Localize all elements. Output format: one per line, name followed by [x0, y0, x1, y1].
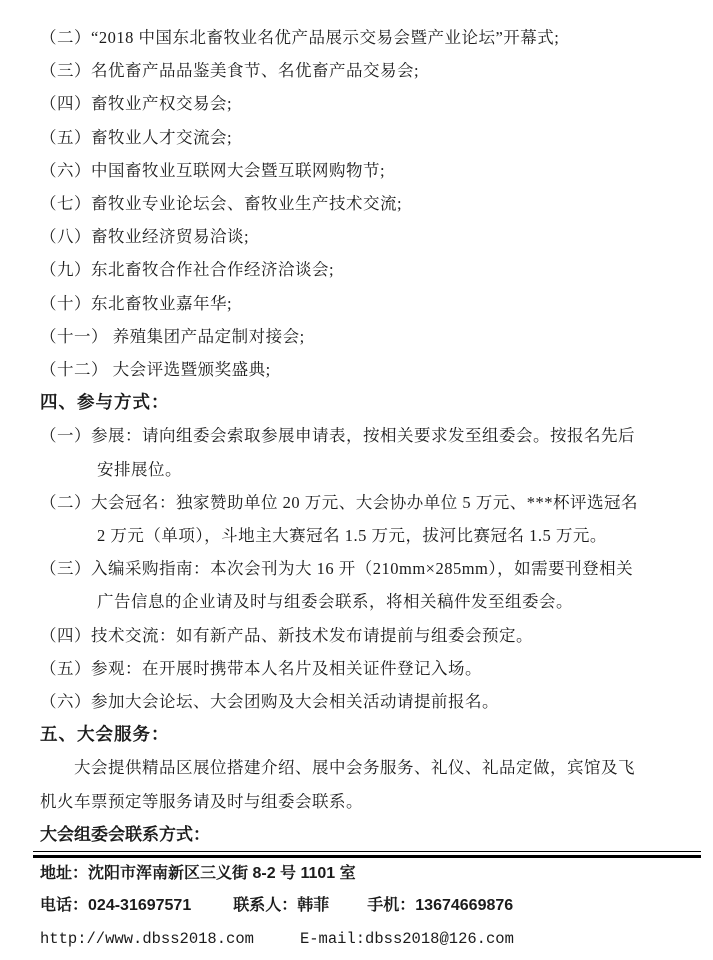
contact-person-value: 韩菲	[297, 897, 330, 915]
agenda-item-text: 名优畜产品品鉴美食节、名优畜产品交易会;	[91, 61, 420, 81]
mobile-label: 手机：	[367, 897, 416, 915]
participation-item-text: 大会冠名：独家赞助单位 20 万元、大会协办单位 5 万元、***杯评选冠名	[91, 492, 638, 512]
agenda-item	[40, 154, 676, 187]
participation-item-label: （五）	[40, 658, 91, 678]
agenda-item-label: （十）	[40, 293, 91, 313]
agenda-item	[40, 121, 676, 154]
participation-item	[40, 619, 676, 652]
participation-item-continuation: 广告信息的企业请及时与组委会联系，将相关稿件发至组委会。	[97, 592, 573, 612]
agenda-item-label: （五）	[40, 127, 91, 147]
agenda-item-text: 东北畜牧业嘉年华;	[91, 293, 233, 313]
divider-thin-line	[33, 851, 701, 852]
agenda-item	[40, 220, 676, 253]
participation-item-label: （二）	[40, 492, 91, 512]
agenda-item-label: （九）	[40, 260, 91, 280]
contact-phone-line	[40, 890, 676, 923]
agenda-item-label: （二）	[40, 28, 91, 47]
agenda-item-text: 畜牧业产权交易会;	[91, 94, 233, 114]
contact-person-label: 联系人：	[233, 897, 298, 915]
agenda-item-label: （十一）	[40, 326, 108, 346]
participation-item	[40, 552, 676, 585]
agenda-item	[40, 21, 676, 54]
participation-item	[40, 652, 676, 685]
contact-heading: 大会组委会联系方式：	[40, 824, 210, 844]
phone-value: 024-31697571	[88, 897, 192, 915]
contact-address-line	[40, 858, 676, 891]
participation-item	[40, 419, 676, 452]
section-heading-participation: 四、参与方式：	[40, 392, 170, 413]
services-paragraph-line: 大会提供精品区展位搭建介绍、展中会务服务、礼仪、礼品定做，宾馆及飞	[74, 758, 635, 778]
services-paragraph-line: 机火车票预定等服务请及时与组委会联系。	[40, 791, 363, 811]
agenda-item-label: （七）	[40, 194, 91, 214]
participation-item	[40, 486, 676, 519]
agenda-item-text: 畜牧业人才交流会;	[91, 127, 233, 147]
agenda-item	[40, 187, 676, 220]
agenda-item	[40, 87, 676, 120]
participation-item-continuation: 安排展位。	[97, 459, 182, 479]
agenda-item-label: （四）	[40, 94, 91, 114]
section-heading-services: 五、大会服务：	[40, 724, 170, 745]
website-url: http://www.dbss2018.com	[40, 929, 254, 948]
agenda-item-text: “2018 中国东北畜牧业名优产品展示交易会暨产业论坛”开幕式;	[91, 28, 560, 47]
participation-item-continuation: 2 万元（单项），斗地主大赛冠名 1.5 万元，拔河比赛冠名 1.5 万元。	[97, 526, 607, 546]
agenda-item	[40, 320, 676, 353]
address-label: 地址：	[40, 864, 89, 882]
agenda-item-text: 东北畜牧合作社合作经济洽谈会;	[91, 260, 335, 280]
agenda-item-text: 畜牧业专业论坛会、畜牧业生产技术交流;	[91, 194, 403, 214]
mobile-value: 13674669876	[415, 897, 514, 915]
participation-item	[40, 685, 676, 718]
participation-item-label: （四）	[40, 625, 91, 645]
agenda-item-text: 中国畜牧业互联网大会暨互联网购物节;	[91, 160, 386, 180]
contact-web-line	[40, 923, 676, 956]
agenda-item	[40, 253, 676, 286]
agenda-item-text: 大会评选暨颁奖盛典;	[108, 360, 271, 380]
participation-item-label: （一）	[40, 426, 91, 446]
agenda-item	[40, 353, 676, 386]
participation-item-text: 参展：请向组委会索取参展申请表，按相关要求发至组委会。按报名先后	[91, 426, 635, 446]
participation-item-text: 参观：在开展时携带本人名片及相关证件登记入场。	[91, 658, 482, 678]
participation-item-label: （六）	[40, 692, 91, 712]
agenda-item-label: （三）	[40, 61, 91, 81]
agenda-item-label: （十二）	[40, 360, 108, 380]
participation-item-text: 参加大会论坛、大会团购及大会相关活动请提前报名。	[91, 692, 499, 712]
agenda-item	[40, 54, 676, 87]
email-address: E-mail:dbss2018@126.com	[299, 929, 514, 948]
participation-item-label: （三）	[40, 559, 91, 579]
agenda-item-text: 养殖集团产品定制对接会;	[108, 326, 305, 346]
agenda-item-text: 畜牧业经济贸易洽谈;	[91, 227, 250, 247]
agenda-item	[40, 287, 676, 320]
address-value: 沈阳市浑南新区三义街 8-2 号 1101 室	[88, 864, 356, 882]
participation-item-text: 技术交流：如有新产品、新技术发布请提前与组委会预定。	[91, 625, 533, 645]
phone-label: 电话：	[40, 897, 89, 915]
participation-item-text: 入编采购指南：本次会刊为大 16 开（210mm×285mm），如需要刊登相关	[91, 559, 634, 579]
agenda-item-label: （六）	[40, 160, 91, 180]
agenda-item-label: （八）	[40, 227, 91, 247]
